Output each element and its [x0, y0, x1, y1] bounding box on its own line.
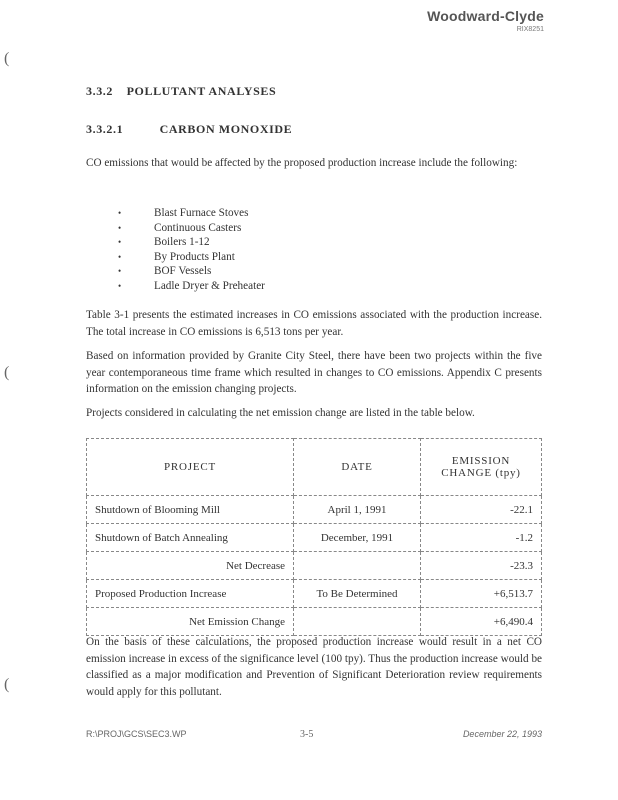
column-header-emission-change: EMISSION CHANGE (tpy)	[421, 439, 542, 496]
project-cell: Net Decrease	[87, 552, 294, 580]
date-cell: To Be Determined	[294, 580, 421, 608]
date-cell: December, 1991	[294, 524, 421, 552]
change-cell: +6,513.7	[421, 580, 542, 608]
source-list	[118, 206, 265, 294]
list-item: • Boilers 1-12	[118, 236, 210, 249]
table-row	[87, 580, 542, 608]
binding-hole-mark: (	[4, 676, 10, 693]
table-row-subtotal	[87, 552, 542, 580]
paragraph-table-reference: Table 3-1 presents the estimated increases in CO emissions associated with the production increase. The total increase in CO emissions is 6,513 tons per year.	[86, 309, 542, 338]
change-cell: -23.3	[421, 552, 542, 580]
date-cell	[294, 608, 421, 636]
table-row-total	[87, 608, 542, 636]
section-heading	[86, 84, 276, 99]
paragraph-projects: Based on information provided by Granite City Steel, there have been two projects within the five year contemporaneous time frame which resulted in changes to CO emissions. Appendix C presents information on the emission changing projects.	[86, 350, 542, 395]
footer-date: December 22, 1993	[462, 729, 542, 739]
table-row	[87, 524, 542, 552]
date-cell: April 1, 1991	[294, 496, 421, 524]
intro-paragraph: CO emissions that would be affected by the proposed production increase include the following:	[86, 157, 518, 169]
project-cell: Proposed Production Increase	[87, 580, 294, 608]
bullet-icon: •	[118, 266, 122, 277]
column-header-date: DATE	[294, 439, 421, 496]
footer-file-path: R:\PROJ\GCS\SEC3.WP	[86, 729, 187, 739]
list-item: • By Products Plant	[118, 250, 235, 263]
list-item: • Ladle Dryer & Preheater	[118, 279, 265, 292]
document-code: RIX8251	[516, 26, 544, 33]
page-number: 3-5	[300, 729, 314, 740]
bullet-icon: •	[118, 237, 122, 248]
subsection-heading	[86, 122, 292, 137]
company-logo: Woodward-Clyde	[427, 8, 544, 24]
list-item: • Blast Furnace Stoves	[118, 207, 249, 219]
list-item: • BOF Vessels	[118, 265, 212, 278]
project-cell: Shutdown of Blooming Mill	[87, 496, 294, 524]
binding-hole-mark: (	[4, 364, 10, 381]
conclusion-paragraph: On the basis of these calculations, the proposed production increase would result in a net CO emission increase in excess of the significance level (100 tpy). Thus the production increase would be classified as a major modification and Prevention of Significant Deterioration review requirements would apply for this pollutant.	[86, 636, 542, 698]
column-header-project: PROJECT	[87, 439, 294, 496]
change-cell: +6,490.4	[421, 608, 542, 636]
emission-table	[86, 438, 542, 636]
date-cell	[294, 552, 421, 580]
subsection-title: CARBON MONOXIDE	[159, 122, 293, 136]
project-cell: Shutdown of Batch Annealing	[87, 524, 294, 552]
table-row	[87, 496, 542, 524]
bullet-icon: •	[118, 280, 122, 291]
list-item: • Continuous Casters	[118, 221, 242, 234]
bullet-icon: •	[118, 251, 122, 262]
bullet-icon: •	[118, 208, 122, 218]
section-title: POLLUTANT ANALYSES	[126, 84, 277, 98]
change-cell: -1.2	[421, 524, 542, 552]
subsection-number: 3.3.2.1	[86, 122, 124, 136]
paragraph-table-intro: Projects considered in calculating the net emission change are listed in the table below.	[86, 407, 475, 419]
binding-hole-mark: (	[4, 50, 10, 67]
section-number: 3.3.2	[86, 84, 113, 98]
change-cell: -22.1	[421, 496, 542, 524]
bullet-icon: •	[118, 222, 122, 233]
project-cell: Net Emission Change	[87, 608, 294, 636]
table-header-row	[87, 439, 542, 496]
